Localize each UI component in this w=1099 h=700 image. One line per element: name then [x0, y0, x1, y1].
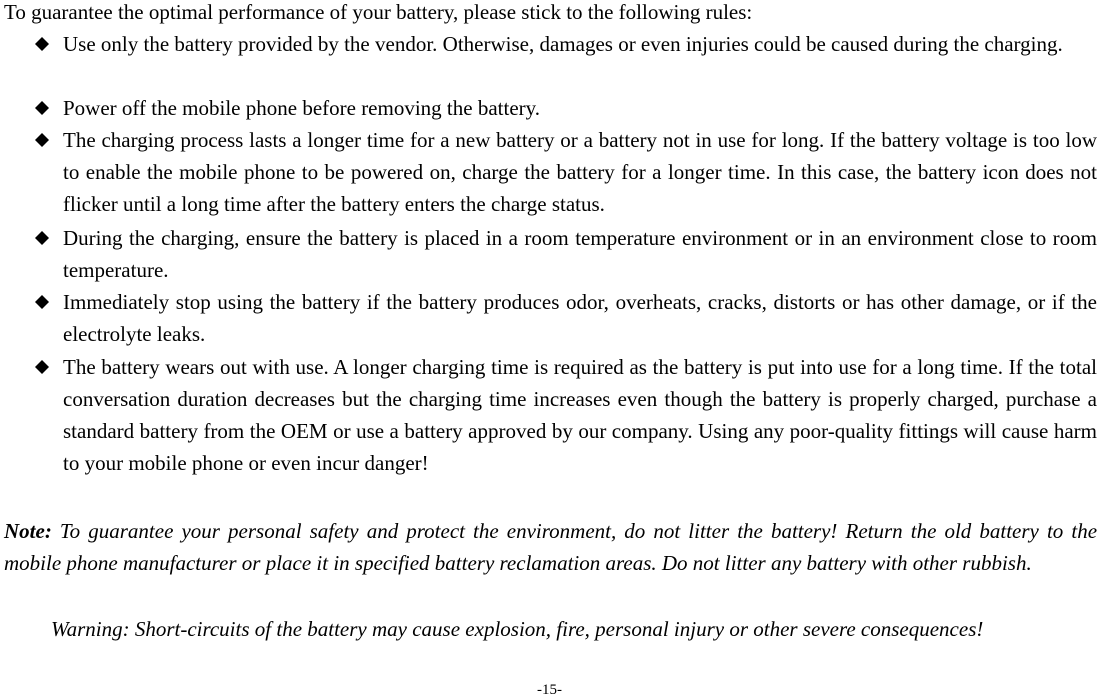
black-diamond-icon [35, 37, 49, 51]
black-diamond-icon [35, 295, 49, 309]
black-diamond-icon [35, 360, 49, 374]
note-label: Note: [4, 519, 52, 543]
intro-text: To guarantee the optimal performance of your battery, please stick to the following rules: [4, 0, 753, 24]
warning-paragraph: Warning: Short-circuits of the battery may cause explosion, fire, personal injury or other severe consequences! [51, 617, 984, 641]
black-diamond-icon [35, 231, 49, 245]
rule-text: Power off the mobile phone before removing the battery. [63, 96, 541, 120]
rule-text: Use only the battery provided by the vendor. Otherwise, damages or even injuries could be caused during the charging. [63, 32, 1063, 56]
rule-text: The charging process lasts a longer time for a new battery or a battery not in use for long. If the battery voltage is too low to enable the mobile phone to be powered on, charge the battery for a longer time. In this case, the battery icon does not flicker until a long time after the battery enters the charge status. [63, 128, 1097, 216]
rule-text: The battery wears out with use. A longer charging time is required as the battery is put into use for a long time. If the total conversation duration decreases but the charging time increases even though the battery is properly charged, purchase a standard battery from the OEM or use a battery approved by our company. Using any poor-quality fittings will cause harm to your mobile phone or even incur danger! [63, 355, 1097, 475]
rule-text: During the charging, ensure the battery is placed in a room temperature environment or in an environment close to room temperature. [63, 226, 1097, 282]
rule-text: Immediately stop using the battery if the battery produces odor, overheats, cracks, distorts or has other damage, or if the electrolyte leaks. [63, 290, 1097, 346]
page-number: -15- [537, 682, 562, 698]
note-text: To guarantee your personal safety and protect the environment, do not litter the battery! Return the old battery to the mobile phone manufacturer or place it in specified battery reclamation areas. Do not litter any battery with other rubbish. [4, 519, 1098, 575]
black-diamond-icon [35, 101, 49, 115]
note-paragraph [4, 515, 1097, 579]
black-diamond-icon [35, 133, 49, 147]
